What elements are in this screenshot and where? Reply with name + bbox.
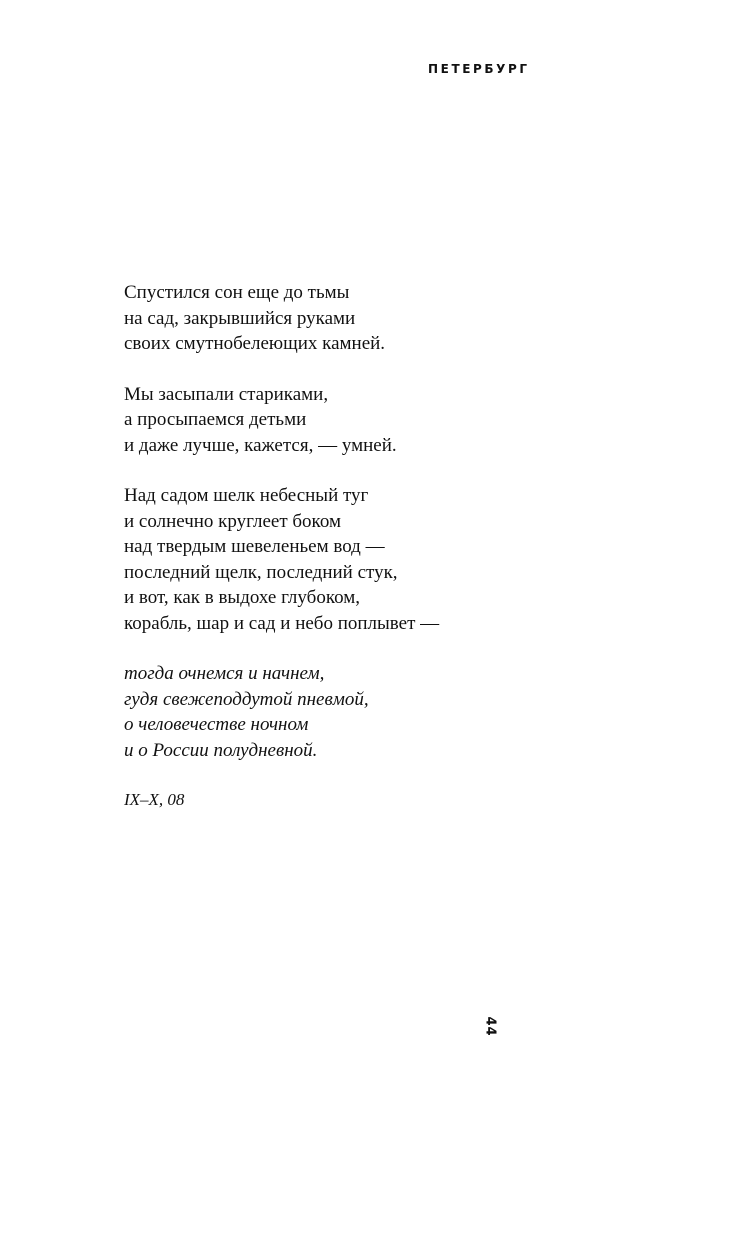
poem-line: а просыпаемся детьми [124,409,307,430]
running-head: ПЕТЕРБУРГ [428,62,530,76]
poem-line: над твердым шевеленьем вод — [124,536,385,557]
poem-dateline: IX–X, 08 [124,790,185,809]
poem-line: Мы засыпали стариками, [124,383,329,405]
poem [124,280,584,812]
page-number-text: 44 [482,1015,498,1037]
poem-line: Спустился сон еще до тьмы [124,282,350,303]
poem-line: и о России полудневной. [124,739,318,761]
poem-line: последний щелк, последний стук, [124,561,398,583]
stanza-2 [124,382,584,459]
poem-line: Над садом шелк небесный туг [124,485,369,506]
stanza-4-italic [124,661,584,763]
stanza-1 [124,280,584,357]
poem-line: на сад, закрывшийся руками [124,307,356,329]
poem-line: и вот, как в выдохе глубоком, [124,587,361,608]
poem-line: корабль, шар и сад и небо поплывет — [124,612,440,634]
page-number [478,1016,502,1036]
poem-line: гудя свежеподдутой пневмой, [124,688,369,710]
poem-line: своих смутнобелеющих камней. [124,333,386,354]
stanza-3 [124,483,584,636]
poem-line: и солнечно круглеет боком [124,510,341,532]
poem-line: о человечестве ночном [124,714,309,735]
poem-line: тогда очнемся и начнем, [124,663,325,684]
poem-line: и даже лучше, кажется, — умней. [124,434,397,456]
